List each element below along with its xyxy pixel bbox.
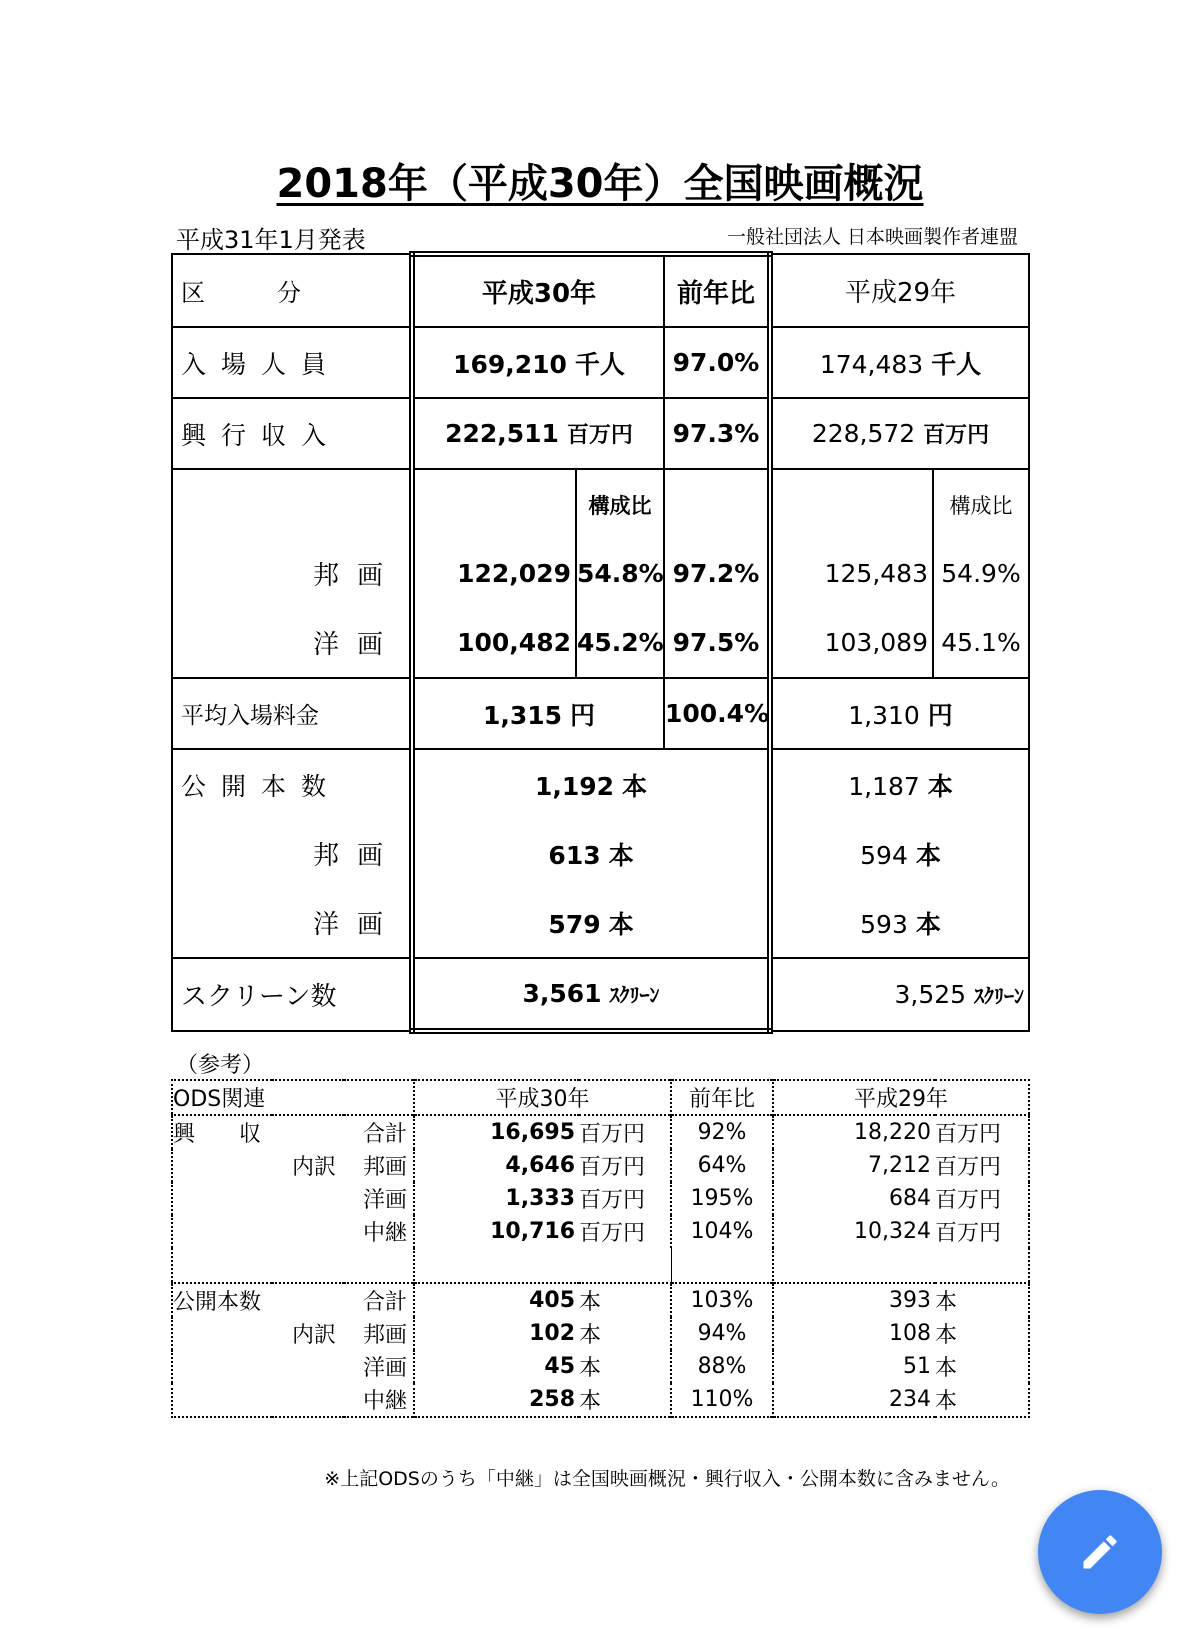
table-row: 洋画 579 本 593 本 [172, 888, 1029, 958]
table-row: 邦画 613 本 594 本 [172, 819, 1029, 888]
table-row: 興 収 合計 16,695 百万円 92% 18,220 百万円 [172, 1115, 1029, 1149]
footnote: ※上記ODSのうち「中継」は全国映画概況・興行収入・公開本数に含みません。 [324, 1468, 1010, 1490]
header-category: 区 分 [172, 254, 412, 327]
table-header-row: ODS関連 平成30年 前年比 平成29年 [172, 1080, 1029, 1115]
table-row: 興行収入 222,511 百万円 97.3% 228,572 百万円 [172, 398, 1029, 469]
header-current-year: 平成30年 [412, 254, 664, 327]
row-label-releases: 公開本数 [172, 749, 412, 819]
row-label-screens: スクリーン数 [172, 958, 412, 1031]
organization: 一般社団法人 日本映画製作者連盟 [726, 226, 1018, 248]
edit-button[interactable] [1038, 1490, 1162, 1614]
table-row: 内訳 邦画 4,646 百万円 64% 7,212 百万円 [172, 1149, 1029, 1182]
table-row: 公開本数 合計 405 本 103% 393 本 [172, 1283, 1029, 1317]
summary-table: 区 分 平成30年 前年比 平成29年 入場人員 169,210 千人 97.0% 174,483 千人 興行収入 222,511 百万円 97.3% 228,572 百万円 構成比 構成比 邦画 122,029 54.8% 97.2% 125,483 54.9% 洋画 100,482 45.2% 97.5% 103,089 45.1% 平均入場料金 1,315 円 100.4% 1,310 円 公開本数 1,192 本 1,187 本 邦画 613 本 594 本 洋画 579 本 593 本 スクリーン数 3,561 ｽｸﾘｰﾝ 3,525 ｽｸﾘｰﾝ [171, 251, 1030, 1034]
table-row: 入場人員 169,210 千人 97.0% 174,483 千人 [172, 327, 1029, 398]
composition-label: 構成比 [576, 469, 664, 539]
table-row: 洋画 45 本 88% 51 本 [172, 1350, 1029, 1383]
table-row: 中継 258 本 110% 234 本 [172, 1383, 1029, 1417]
table-row: 中継 10,716 百万円 104% 10,324 百万円 [172, 1215, 1029, 1248]
table-row: 邦画 122,029 54.8% 97.2% 125,483 54.9% [172, 539, 1029, 608]
page-title: 2018年（平成30年）全国映画概況 [276, 161, 924, 207]
table-header-row [172, 254, 1029, 327]
table-row: スクリーン数 3,561 ｽｸﾘｰﾝ 3,525 ｽｸﾘｰﾝ [172, 958, 1029, 1031]
ods-reference-table [171, 1079, 1030, 1418]
row-label-revenue: 興行収入 [172, 398, 412, 469]
table-row: 公開本数 1,192 本 1,187 本 [172, 749, 1029, 819]
reference-label: （参考） [176, 1053, 265, 1078]
table-row: 洋画 100,482 45.2% 97.5% 103,089 45.1% [172, 608, 1029, 678]
table-row: 平均入場料金 1,315 円 100.4% 1,310 円 [172, 678, 1029, 749]
publish-date: 平成31年1月発表 [176, 226, 366, 254]
header-previous-year: 平成29年 [770, 254, 1029, 327]
row-label-attendance: 入場人員 [172, 327, 412, 398]
row-label-avg-price: 平均入場料金 [172, 678, 412, 749]
pencil-icon [1078, 1530, 1122, 1574]
table-row: 洋画 1,333 百万円 195% 684 百万円 [172, 1182, 1029, 1215]
header-ratio: 前年比 [664, 254, 770, 327]
table-row: 内訳 邦画 102 本 94% 108 本 [172, 1317, 1029, 1350]
